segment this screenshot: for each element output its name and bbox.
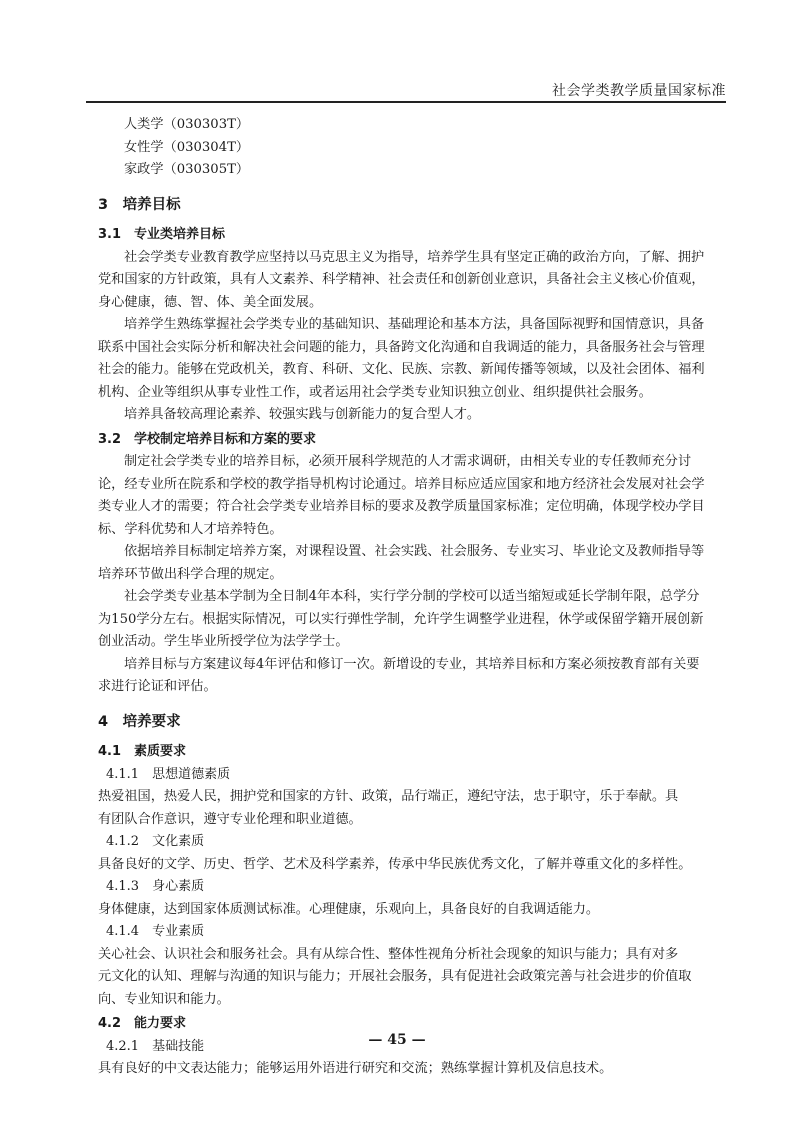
text-line: 依据培养目标制定培养方案，对课程设置、社会实践、社会服务、专业实习、毕业论文及教师指导等	[124, 544, 705, 559]
text-line: 培养具备较高理论素养、较强实践与创新能力的复合型人才。	[124, 407, 481, 422]
text-line: 社会的能力。能够在党政机关，教育、科研、文化、民族、宗教、新闻传播等领域，以及社会团体、福利	[98, 362, 705, 377]
major-item: 家政学（030305T）	[124, 162, 250, 177]
text-line: 论，经专业所在院系和学校的教学指导机构讨论通过。培养目标应适应国家和地方经济社会发展对社会学	[98, 476, 705, 492]
text-line: 为150学分左右。根据实际情况，可以实行弹性学制，允许学生调整学业进程，休学或保留学籍开展创新	[98, 611, 704, 627]
subsubsection-heading: 4.1.2 文化素质	[106, 834, 205, 849]
subsection-heading: 3.1 专业类培养目标	[98, 227, 226, 242]
paragraph	[98, 451, 728, 541]
text-line: 社会学类专业基本学制为全日制4年本科，实行学分制的学校可以适当缩短或延长学制年限，总学分	[124, 589, 700, 604]
text-line: 关心社会、认识社会和服务社会。具有从综合性、整体性视角分析社会现象的知识与能力；具有对多	[98, 946, 679, 962]
page-content	[98, 114, 728, 1081]
subsubsection-heading: 4.1.3 身心素质	[106, 879, 205, 894]
text-line: 类专业人才的需要；符合社会学类专业培养目标的要求及教学质量国家标准；定位明确，体现学校办学目	[98, 499, 705, 514]
text-line: 身心健康，德、智、体、美全面发展。	[98, 294, 323, 310]
subsection-heading: 4.1 素质要求	[98, 744, 187, 759]
subsubsection-heading: 4.1.4 专业素质	[106, 924, 205, 939]
paragraph	[98, 247, 728, 315]
subsubsection-heading: 4.1.1 思想道德素质	[106, 766, 231, 782]
subsection-heading: 4.2 能力要求	[98, 1016, 187, 1031]
text-line: 向、专业知识和能力。	[98, 991, 230, 1007]
paragraph	[98, 586, 728, 654]
text-line: 党和国家的方针政策，具有人文素养、科学精神、社会责任和创新创业意识，具备社会主义核心价值观，	[98, 272, 705, 287]
text-line: 身体健康，达到国家体质测试标准。心理健康，乐观向上，具备良好的自我调适能力。	[98, 901, 600, 917]
subsection-heading: 3.2 学校制定培养目标和方案的要求	[98, 431, 317, 447]
running-header: 社会学类教学质量国家标准	[552, 83, 726, 99]
text-line: 培养学生熟练掌握社会学类专业的基础知识、基础理论和基本方法，具备国际视野和国情意识，具备	[124, 317, 705, 332]
paragraph	[98, 314, 728, 404]
header-rule	[86, 101, 726, 103]
text-line: 机构、企业等组织从事专业性工作，或者运用社会学类专业知识独立创业、组织提供社会服务。	[98, 384, 652, 400]
text-line: 元文化的认知、理解与沟通的知识与能力；开展社会服务，具有促进社会政策完善与社会进步的价值取	[98, 969, 692, 984]
major-item: 人类学（030303T）	[124, 117, 250, 132]
text-line: 联系中国社会实际分析和解决社会问题的能力，具备跨文化沟通和自我调适的能力，具备服务社会与管理	[98, 339, 705, 355]
subsubsection-heading: 4.2.1 基础技能	[106, 1038, 205, 1054]
section-heading: 4 培养要求	[98, 713, 181, 730]
paragraph	[98, 654, 728, 699]
text-line: 培养目标与方案建议每4年评估和修订一次。新增设的专业，其培养目标和方案必须按教育部有关要	[124, 656, 700, 672]
text-line: 具备良好的文学、历史、哲学、艺术及科学素养，传承中华民族优秀文化，了解并尊重文化的多样性。	[98, 856, 692, 872]
text-line: 有团队合作意识，遵守专业伦理和职业道德。	[98, 811, 362, 827]
page-number: — 45 —	[368, 1032, 426, 1048]
paragraph	[98, 404, 728, 427]
text-line: 具有良好的中文表达能力；能够运用外语进行研究和交流；熟练掌握计算机及信息技术。	[98, 1061, 613, 1076]
text-line: 求进行论证和评估。	[98, 679, 217, 694]
text-line: 标、学科优势和人才培养特色。	[98, 521, 283, 537]
text-line: 培养环节做出科学合理的规定。	[98, 566, 283, 582]
paragraph	[98, 541, 728, 586]
major-item: 女性学（030304T）	[124, 139, 250, 155]
section-heading: 3 培养目标	[98, 196, 181, 213]
text-line: 制定社会学类专业的培养目标，必须开展科学规范的人才需求调研，由相关专业的专任教师充分讨	[124, 454, 692, 469]
text-line: 创业活动。学生毕业所授学位为法学学士。	[98, 634, 349, 649]
text-line: 社会学类专业教育教学应坚持以马克思主义为指导，培养学生具有坚定正确的政治方向，了解、拥护	[124, 249, 705, 265]
text-line: 热爱祖国，热爱人民，拥护党和国家的方针、政策，品行端正，遵纪守法，忠于职守，乐于奉献。具	[98, 789, 679, 804]
